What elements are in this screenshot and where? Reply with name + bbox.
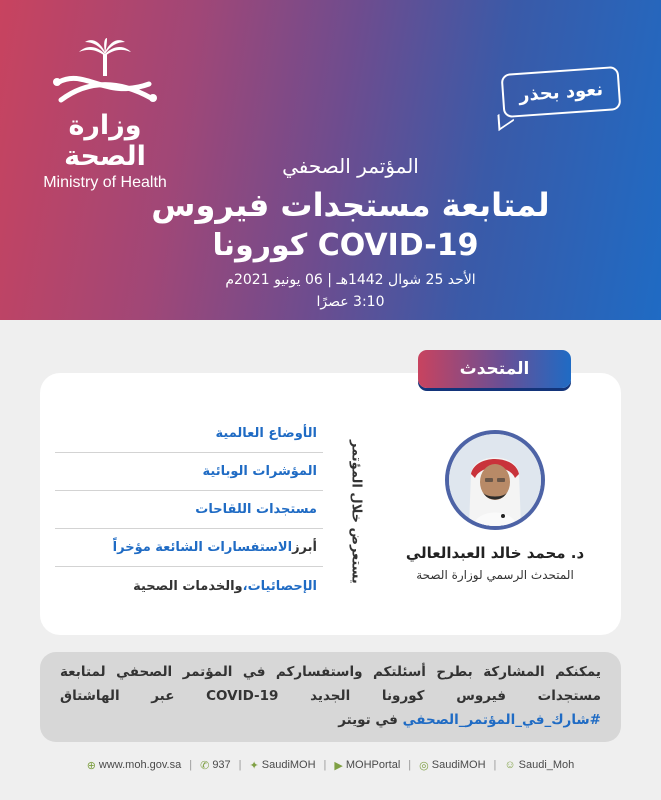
topic-text-dark: أبرز <box>292 540 317 555</box>
footer-youtube[interactable] <box>334 759 400 772</box>
instagram-icon: ◎ <box>419 759 429 772</box>
speaker-role: المتحدث الرسمي لوزارة الصحة <box>416 568 574 582</box>
footer-separator: | <box>238 759 242 771</box>
conference-title-line1: لمتابعة مستجدات فيروس <box>151 186 550 224</box>
header-banner <box>0 0 661 320</box>
footer-snapchat[interactable] <box>504 759 574 771</box>
footer-twitter-label: SaudiMOH <box>261 759 316 771</box>
speaker-section-label: المتحدث <box>418 350 571 388</box>
footer-website[interactable] <box>87 759 182 772</box>
conference-date: الأحد 25 شوال 1442هـ | 06 يونيو 2021م <box>225 272 476 288</box>
topic-text: مستجدات اللقاحات <box>195 502 317 517</box>
footer-contacts <box>0 752 661 778</box>
participation-note <box>40 652 621 742</box>
footer-website-label: www.moh.gov.sa <box>98 759 182 771</box>
twitter-icon: ✦ <box>249 759 259 772</box>
topic-item <box>55 491 323 529</box>
note-text: يمكنكم المشاركة بطرح أسئلتكم واستفساركم في المؤتمر الصحفي لمتابعة مستجدات فيروس كورونا الجديد COVID-19 عبر الهاشتاق <box>60 664 601 704</box>
topic-item <box>55 529 323 567</box>
footer-youtube-label: MOHPortal <box>345 759 401 771</box>
conference-title-line2: كورونا COVID-19 <box>212 228 479 263</box>
topics-list <box>55 415 323 605</box>
note-text-end: في تويتر <box>338 712 403 728</box>
youtube-icon: ▶ <box>334 759 343 772</box>
note-hashtag[interactable]: #شارك_في_المؤتمر_الصحفي <box>402 712 601 728</box>
topic-item <box>55 453 323 491</box>
footer-separator: | <box>189 759 193 771</box>
topic-item <box>55 567 323 605</box>
topic-text: المؤشرات الوبائية <box>202 464 317 479</box>
topic-text: الإحصائيات، <box>242 578 317 594</box>
topic-text: الاستفسارات الشائعة مؤخراً <box>112 540 293 555</box>
footer-snapchat-label: Saudi_Moh <box>518 759 575 771</box>
footer-separator: | <box>493 759 497 771</box>
palm-swords-emblem-icon <box>45 38 165 108</box>
campaign-badge: نعود بحذر <box>501 66 622 118</box>
conference-label: المؤتمر الصحفي <box>282 154 419 178</box>
speaker-name: د. محمد خالد العبدالعالي <box>405 544 585 562</box>
footer-twitter[interactable] <box>250 759 316 772</box>
snapchat-icon: ☺ <box>504 759 516 771</box>
globe-icon: ⊕ <box>86 759 96 772</box>
phone-icon: ✆ <box>200 759 210 772</box>
ministry-name-ar: وزارة الصحة <box>64 110 146 172</box>
topic-text: الأوضاع العالمية <box>215 426 317 441</box>
footer-separator: | <box>323 759 327 771</box>
footer-phone-label: 937 <box>212 759 231 771</box>
conference-time: 3:10 عصرًا <box>316 294 385 310</box>
speaker-photo <box>445 430 545 530</box>
footer-phone[interactable] <box>200 759 231 772</box>
topics-vertical-label: يستعرض خلال المؤتمر <box>348 440 364 584</box>
speaker-portrait-icon <box>449 434 541 526</box>
topic-item <box>55 415 323 453</box>
footer-instagram[interactable] <box>419 759 485 772</box>
ministry-name-en: Ministry of Health <box>43 174 167 191</box>
topic-text-dark: والخدمات الصحية <box>133 578 243 594</box>
footer-instagram-label: SaudiMOH <box>431 759 486 771</box>
footer-separator: | <box>408 759 412 771</box>
